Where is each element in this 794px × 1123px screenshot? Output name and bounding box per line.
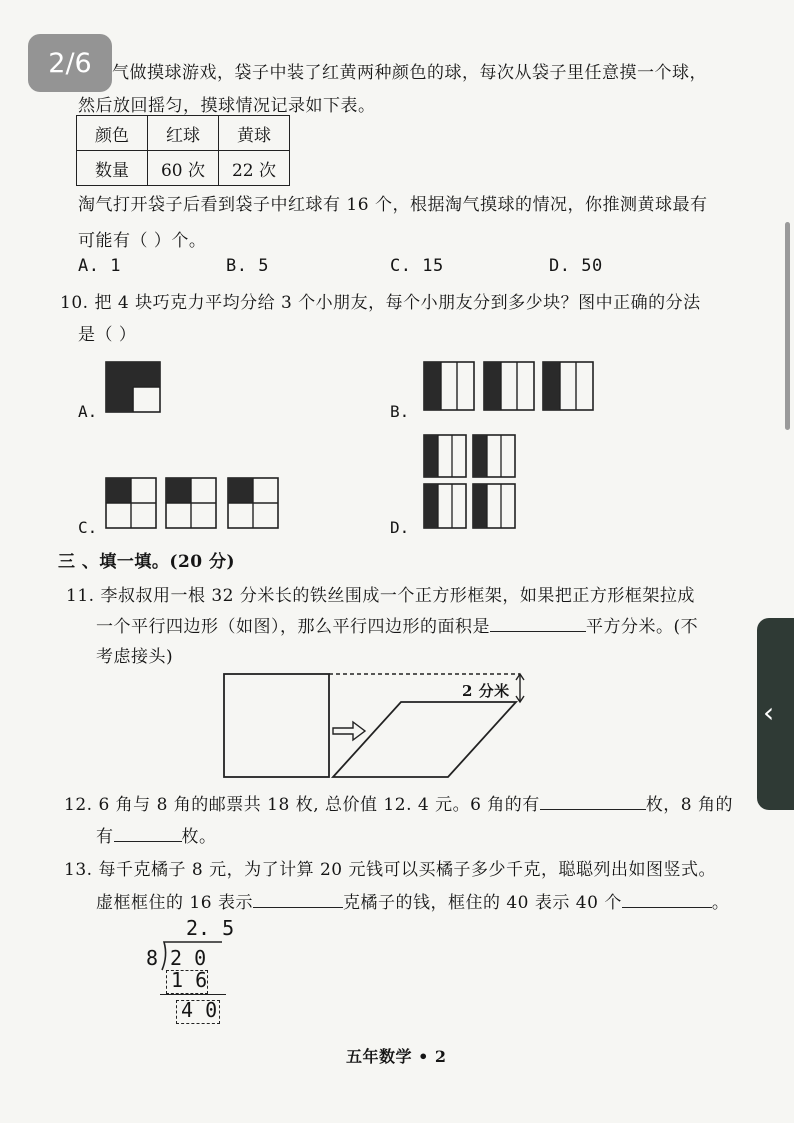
answer-blank[interactable]: [490, 615, 586, 632]
answer-blank[interactable]: [622, 891, 712, 908]
q10-line1: 10. 把 4 块巧克力平均分给 3 个小朋友，每个小朋友分到多少块？图中正确的分法: [60, 293, 701, 313]
q13-line1: 13. 每千克橘子 8 元，为了计算 20 元钱可以买橘子多少千克，聪聪列出如图竖式。: [64, 860, 717, 880]
answer-blank[interactable]: [540, 793, 646, 810]
q9-text2: 可能有（ ）个。: [78, 231, 207, 251]
option-a-figure: [104, 360, 162, 414]
scrollbar[interactable]: [785, 222, 790, 430]
arrow-right-icon: [333, 722, 365, 740]
q11-line2: 一个平行四边形（如图），那么平行四边形的面积是 平方分米。(不: [96, 617, 699, 637]
q10-option-b-label[interactable]: B.: [390, 402, 410, 421]
division-quotient: 2. 5: [186, 916, 235, 940]
section-heading: 三 、填一填。(20 分): [58, 552, 236, 572]
division-divisor: 8: [146, 946, 159, 970]
table-cell: 数量: [77, 151, 148, 186]
table-cell: 颜色: [77, 116, 148, 151]
record-table: [76, 115, 290, 186]
q9-line1: 气做摸球游戏，袋子中装了红黄两种颜色的球，每次从袋子里任意摸一个球，: [112, 63, 707, 83]
division-dividend: 2 0: [170, 946, 207, 970]
page-footer: 五年数学 • 2: [346, 1047, 447, 1066]
option-b-figure: [421, 360, 599, 414]
side-panel-toggle[interactable]: [757, 618, 794, 810]
option-a[interactable]: A. 1: [78, 256, 121, 276]
shaded-region: [106, 387, 133, 412]
answer-blank[interactable]: [253, 891, 343, 908]
option-d[interactable]: D. 50: [549, 256, 603, 276]
shaded-region: [106, 362, 160, 387]
option-b[interactable]: B. 5: [226, 256, 269, 276]
q9-text1: 淘气打开袋子后看到袋子中红球有 16 个，根据淘气摸球的情况，你推测黄球最有: [78, 195, 708, 215]
table-row: [77, 116, 290, 151]
answer-blank[interactable]: [114, 825, 182, 842]
table-cell: 红球: [148, 116, 219, 151]
table-cell: 60 次: [148, 151, 219, 186]
option-c-figure: [104, 476, 284, 530]
page-indicator: 2/6: [28, 34, 112, 92]
option-d-figure: [421, 432, 521, 532]
square-frame: [224, 674, 329, 777]
q12-line1: 12. 6 角与 8 角的邮票共 18 枚, 总价值 12. 4 元。6 角的有 枚，8 角的: [64, 795, 734, 815]
table-row: [77, 151, 290, 186]
division-step2: 4 0: [181, 998, 218, 1022]
q12-line2: 有 枚。: [96, 827, 217, 847]
q11-line1: 11. 李叔叔用一根 32 分米长的铁丝围成一个正方形框架，如果把正方形框架拉成: [66, 586, 695, 606]
q9-line2: 然后放回摇匀，摸球情况记录如下表。: [78, 96, 376, 116]
parallelogram-frame: [333, 702, 516, 777]
division-rule: [160, 994, 226, 995]
q13-line2: 虚框框住的 16 表示 克橘子的钱，框住的 40 表示 40 个 。: [96, 893, 730, 913]
q10-option-c-label[interactable]: C.: [78, 518, 98, 537]
q10-option-d-label[interactable]: D.: [390, 518, 410, 537]
q11-line3: 考虑接头): [96, 647, 174, 667]
q10-option-a-label[interactable]: A.: [78, 402, 98, 421]
option-c[interactable]: C. 15: [390, 256, 444, 276]
table-cell: 22 次: [219, 151, 290, 186]
division-step1: 1 6: [171, 968, 208, 992]
chevron-left-icon: ‹: [763, 696, 775, 729]
table-cell: 黄球: [219, 116, 290, 151]
dimension-label: 2 分米: [462, 682, 510, 700]
q10-line2: 是（ ）: [78, 325, 137, 345]
